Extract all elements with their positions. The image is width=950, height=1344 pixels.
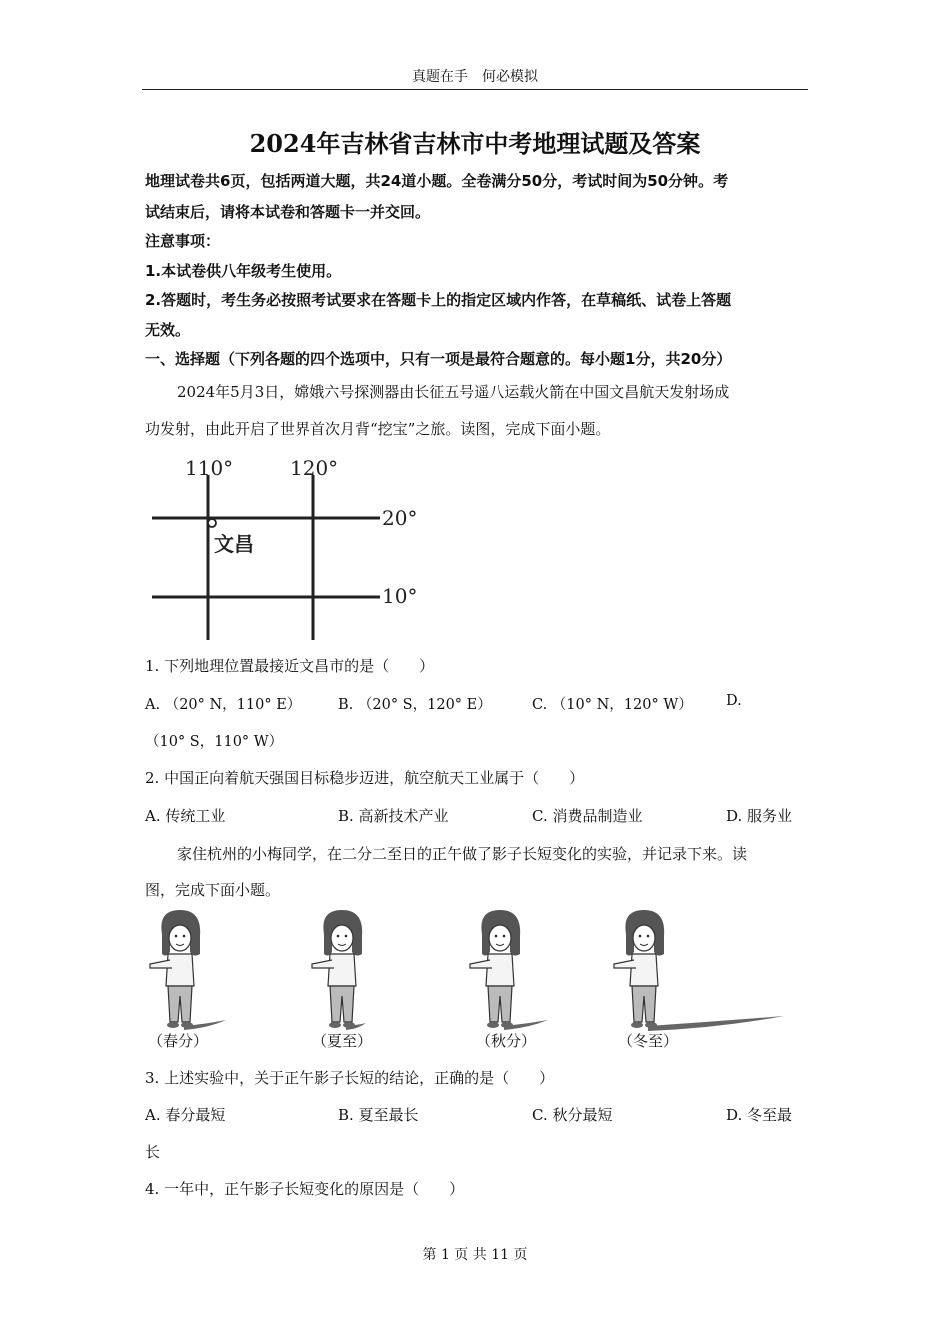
girl-figure-summer-solstice: [312, 910, 366, 1030]
passage-1-line-1: 2024年5月3日，嫦娥六号探测器由长征五号遥八运载火箭在中国文昌航天发射场成: [177, 383, 730, 401]
shadow-experiment-figures: [140, 900, 800, 1060]
page-title: 2024年吉林省吉林市中考地理试题及答案: [249, 129, 701, 158]
passage-1-line-2: 功发射，由此开启了世界首次月背“挖宝”之旅。读图，完成下面小题。: [145, 420, 611, 438]
girl-figure-spring-equinox: [150, 910, 226, 1030]
question-1-option-d: D.: [726, 693, 742, 709]
lat-label-10: 10°: [382, 584, 418, 608]
question-3-option-a: A. 春分最短: [145, 1106, 226, 1124]
figure-label-autumn-equinox: （秋分）: [476, 1032, 537, 1050]
notice-item-2-line-1: 2.答题时，考生务必按照考试要求在答题卡上的指定区域内作答，在草稿纸、试卷上答题: [145, 291, 732, 309]
question-4-stem: 4. 一年中，正午影子长短变化的原因是（ ）: [145, 1180, 465, 1198]
city-label-wenchang: 文昌: [214, 532, 254, 556]
section-1-heading: 一、选择题（下列各题的四个选项中，只有一项是最符合题意的。每小题1分，共20分）: [145, 350, 732, 368]
question-1-option-c: C. （10° N，120° W）: [532, 697, 693, 713]
question-2-option-d: D. 服务业: [726, 807, 793, 825]
page-number-footer: 第 1 页 共 11 页: [422, 1247, 528, 1263]
girl-figure-autumn-equinox: [470, 910, 548, 1030]
question-3-option-b: B. 夏至最长: [338, 1106, 419, 1124]
figure-label-winter-solstice: （冬至）: [618, 1032, 679, 1050]
figure-label-summer-solstice: （夏至）: [312, 1032, 373, 1050]
question-1-option-b: B. （20° S，120° E）: [338, 697, 492, 713]
lon-label-120: 120°: [290, 456, 339, 480]
page-header-slogan: 真题在手 何必模拟: [412, 69, 538, 85]
question-2-stem: 2. 中国正向着航天强国目标稳步迈进，航空航天工业属于（ ）: [145, 769, 585, 787]
intro-line-2: 试结束后，请将本试卷和答题卡一并交回。: [145, 203, 431, 221]
shadow-winter-solstice: [648, 1016, 784, 1031]
lat-lon-grid-map: [140, 445, 440, 645]
figure-label-spring-equinox: （春分）: [148, 1032, 209, 1050]
lon-label-110: 110°: [185, 456, 234, 480]
question-2-option-b: B. 高新技术产业: [338, 807, 449, 825]
passage-2-line-2: 图，完成下面小题。: [145, 881, 281, 899]
question-1-option-a: A. （20° N，110° E）: [145, 697, 302, 713]
question-3-option-d: D. 冬至最: [726, 1106, 793, 1124]
question-2-option-a: A. 传统工业: [145, 807, 226, 825]
question-3-option-c: C. 秋分最短: [532, 1106, 613, 1124]
intro-line-1: 地理试卷共6页，包括两道大题，共24道小题。全卷满分50分，考试时间为50分钟。考: [145, 172, 729, 190]
question-3-stem: 3. 上述实验中，关于正午影子长短的结论，正确的是（ ）: [145, 1069, 555, 1087]
notice-heading: 注意事项：: [145, 232, 221, 250]
header-divider: [142, 89, 808, 90]
lat-label-20: 20°: [382, 506, 418, 530]
wenchang-location-marker: [208, 519, 216, 527]
notice-item-2-line-2: 无效。: [145, 321, 191, 339]
question-1-option-d-continued: （10° S，110° W）: [145, 734, 284, 750]
question-1-stem: 1. 下列地理位置最接近文昌市的是（ ）: [145, 657, 435, 675]
notice-item-1: 1.本试卷供八年级考生使用。: [145, 262, 342, 280]
question-2-option-c: C. 消费品制造业: [532, 807, 643, 825]
girl-figure-winter-solstice: [614, 910, 784, 1031]
question-3-option-d-continued: 长: [145, 1143, 161, 1161]
passage-2-line-1: 家住杭州的小梅同学，在二分二至日的正午做了影子长短变化的实验，并记录下来。读: [177, 845, 748, 863]
